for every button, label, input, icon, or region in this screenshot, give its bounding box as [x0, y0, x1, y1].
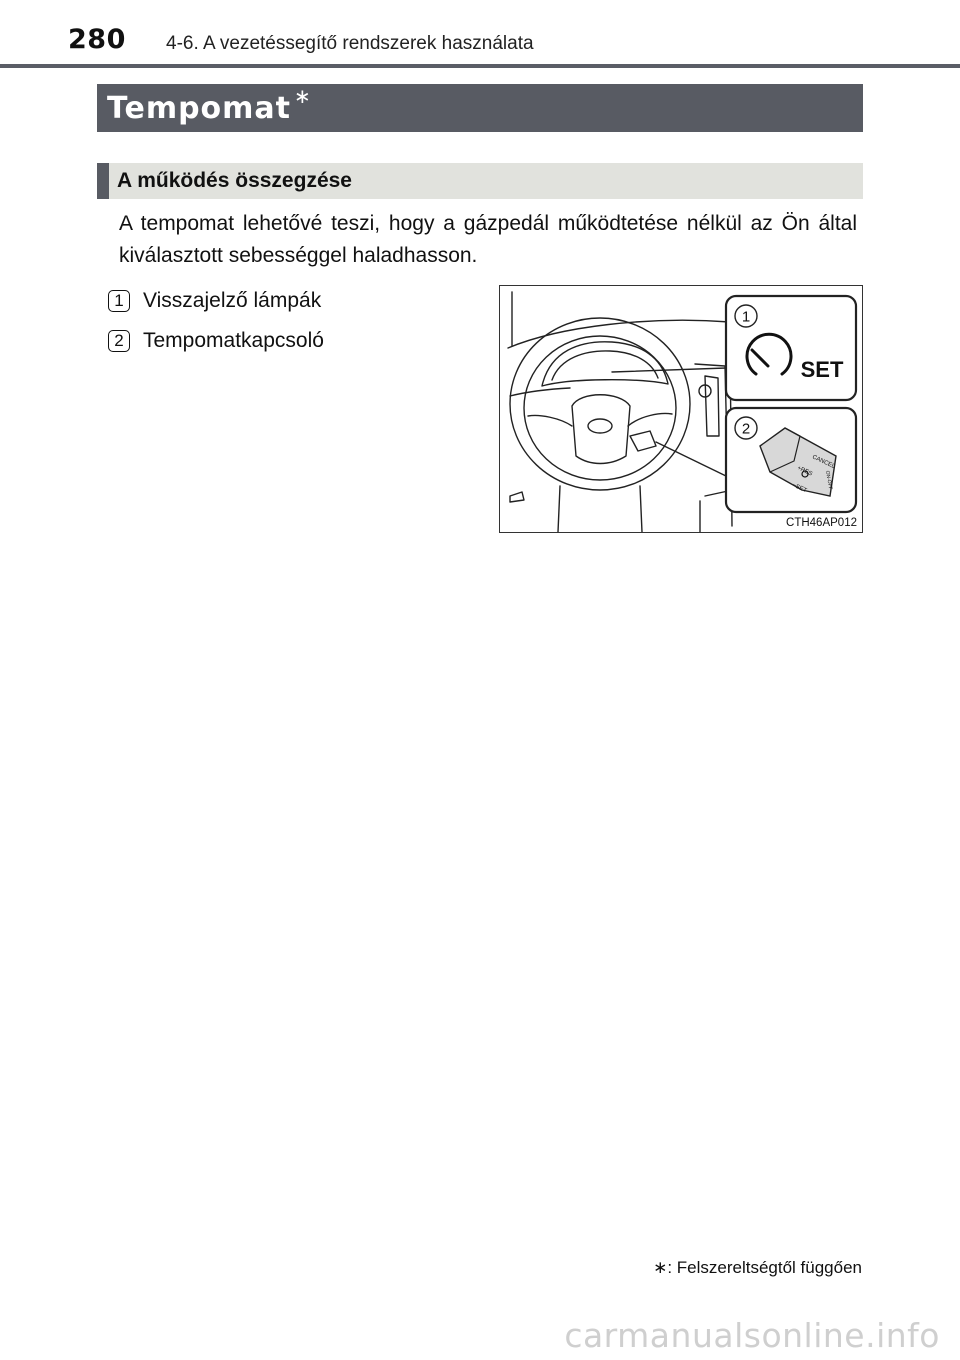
- legend-number-badge: 2: [108, 330, 130, 352]
- lever-text-set: −SET: [791, 482, 808, 495]
- callout-box-indicator: [726, 296, 856, 400]
- leader-line-indicator: [612, 368, 726, 372]
- body-paragraph: A tempomat lehetővé teszi, hogy a gázpedál működtetése nélkül az Ön által kiválasztott sebességgel haladhasson.: [119, 212, 857, 267]
- footnote-text: : Felszereltségtől függően: [667, 1258, 862, 1277]
- legend-item: [108, 281, 324, 321]
- footnote-marker: ∗: [653, 1258, 668, 1277]
- chapter-title: 4-6. A vezetéssegítő rendszerek használata: [166, 33, 534, 54]
- watermark: carmanualsonline.info: [564, 1316, 940, 1355]
- subsection-title: A működés összegzése: [117, 169, 352, 192]
- cruise-lever-small: [630, 431, 656, 451]
- dashboard-top-line: [508, 320, 730, 348]
- legend-number-badge: 1: [108, 290, 130, 312]
- footnote: [653, 1258, 862, 1278]
- dashboard-drawing: [500, 286, 862, 532]
- subsection-heading-bar: [97, 163, 863, 199]
- steering-wheel-outer: [510, 318, 690, 490]
- steering-hub: [572, 395, 630, 464]
- set-indicator-text: SET: [800, 357, 844, 382]
- legend-list: [108, 281, 324, 361]
- optional-equipment-marker: ∗: [294, 85, 311, 108]
- lever-text-res: +RES: [796, 465, 814, 478]
- lever-text-onoff: ON-OFF: [824, 470, 834, 491]
- section-title: Tempomat: [107, 90, 292, 126]
- page-number: 280: [68, 24, 126, 55]
- figure-code: CTH46AP012: [786, 517, 857, 529]
- legend-label: Tempomatkapcsoló: [143, 329, 324, 352]
- legend-label: Visszajelző lámpák: [143, 289, 322, 312]
- callout-number-2: 2: [741, 420, 751, 438]
- cruise-control-illustration: [499, 285, 863, 533]
- leader-line-lever: [656, 442, 726, 476]
- callout-box-lever: [726, 408, 856, 512]
- callout-number-1: 1: [741, 308, 751, 326]
- section-heading-bar: [97, 84, 863, 132]
- header-divider: [0, 64, 960, 68]
- lever-text-cancel: CANCEL: [811, 454, 836, 471]
- legend-item: [108, 321, 324, 361]
